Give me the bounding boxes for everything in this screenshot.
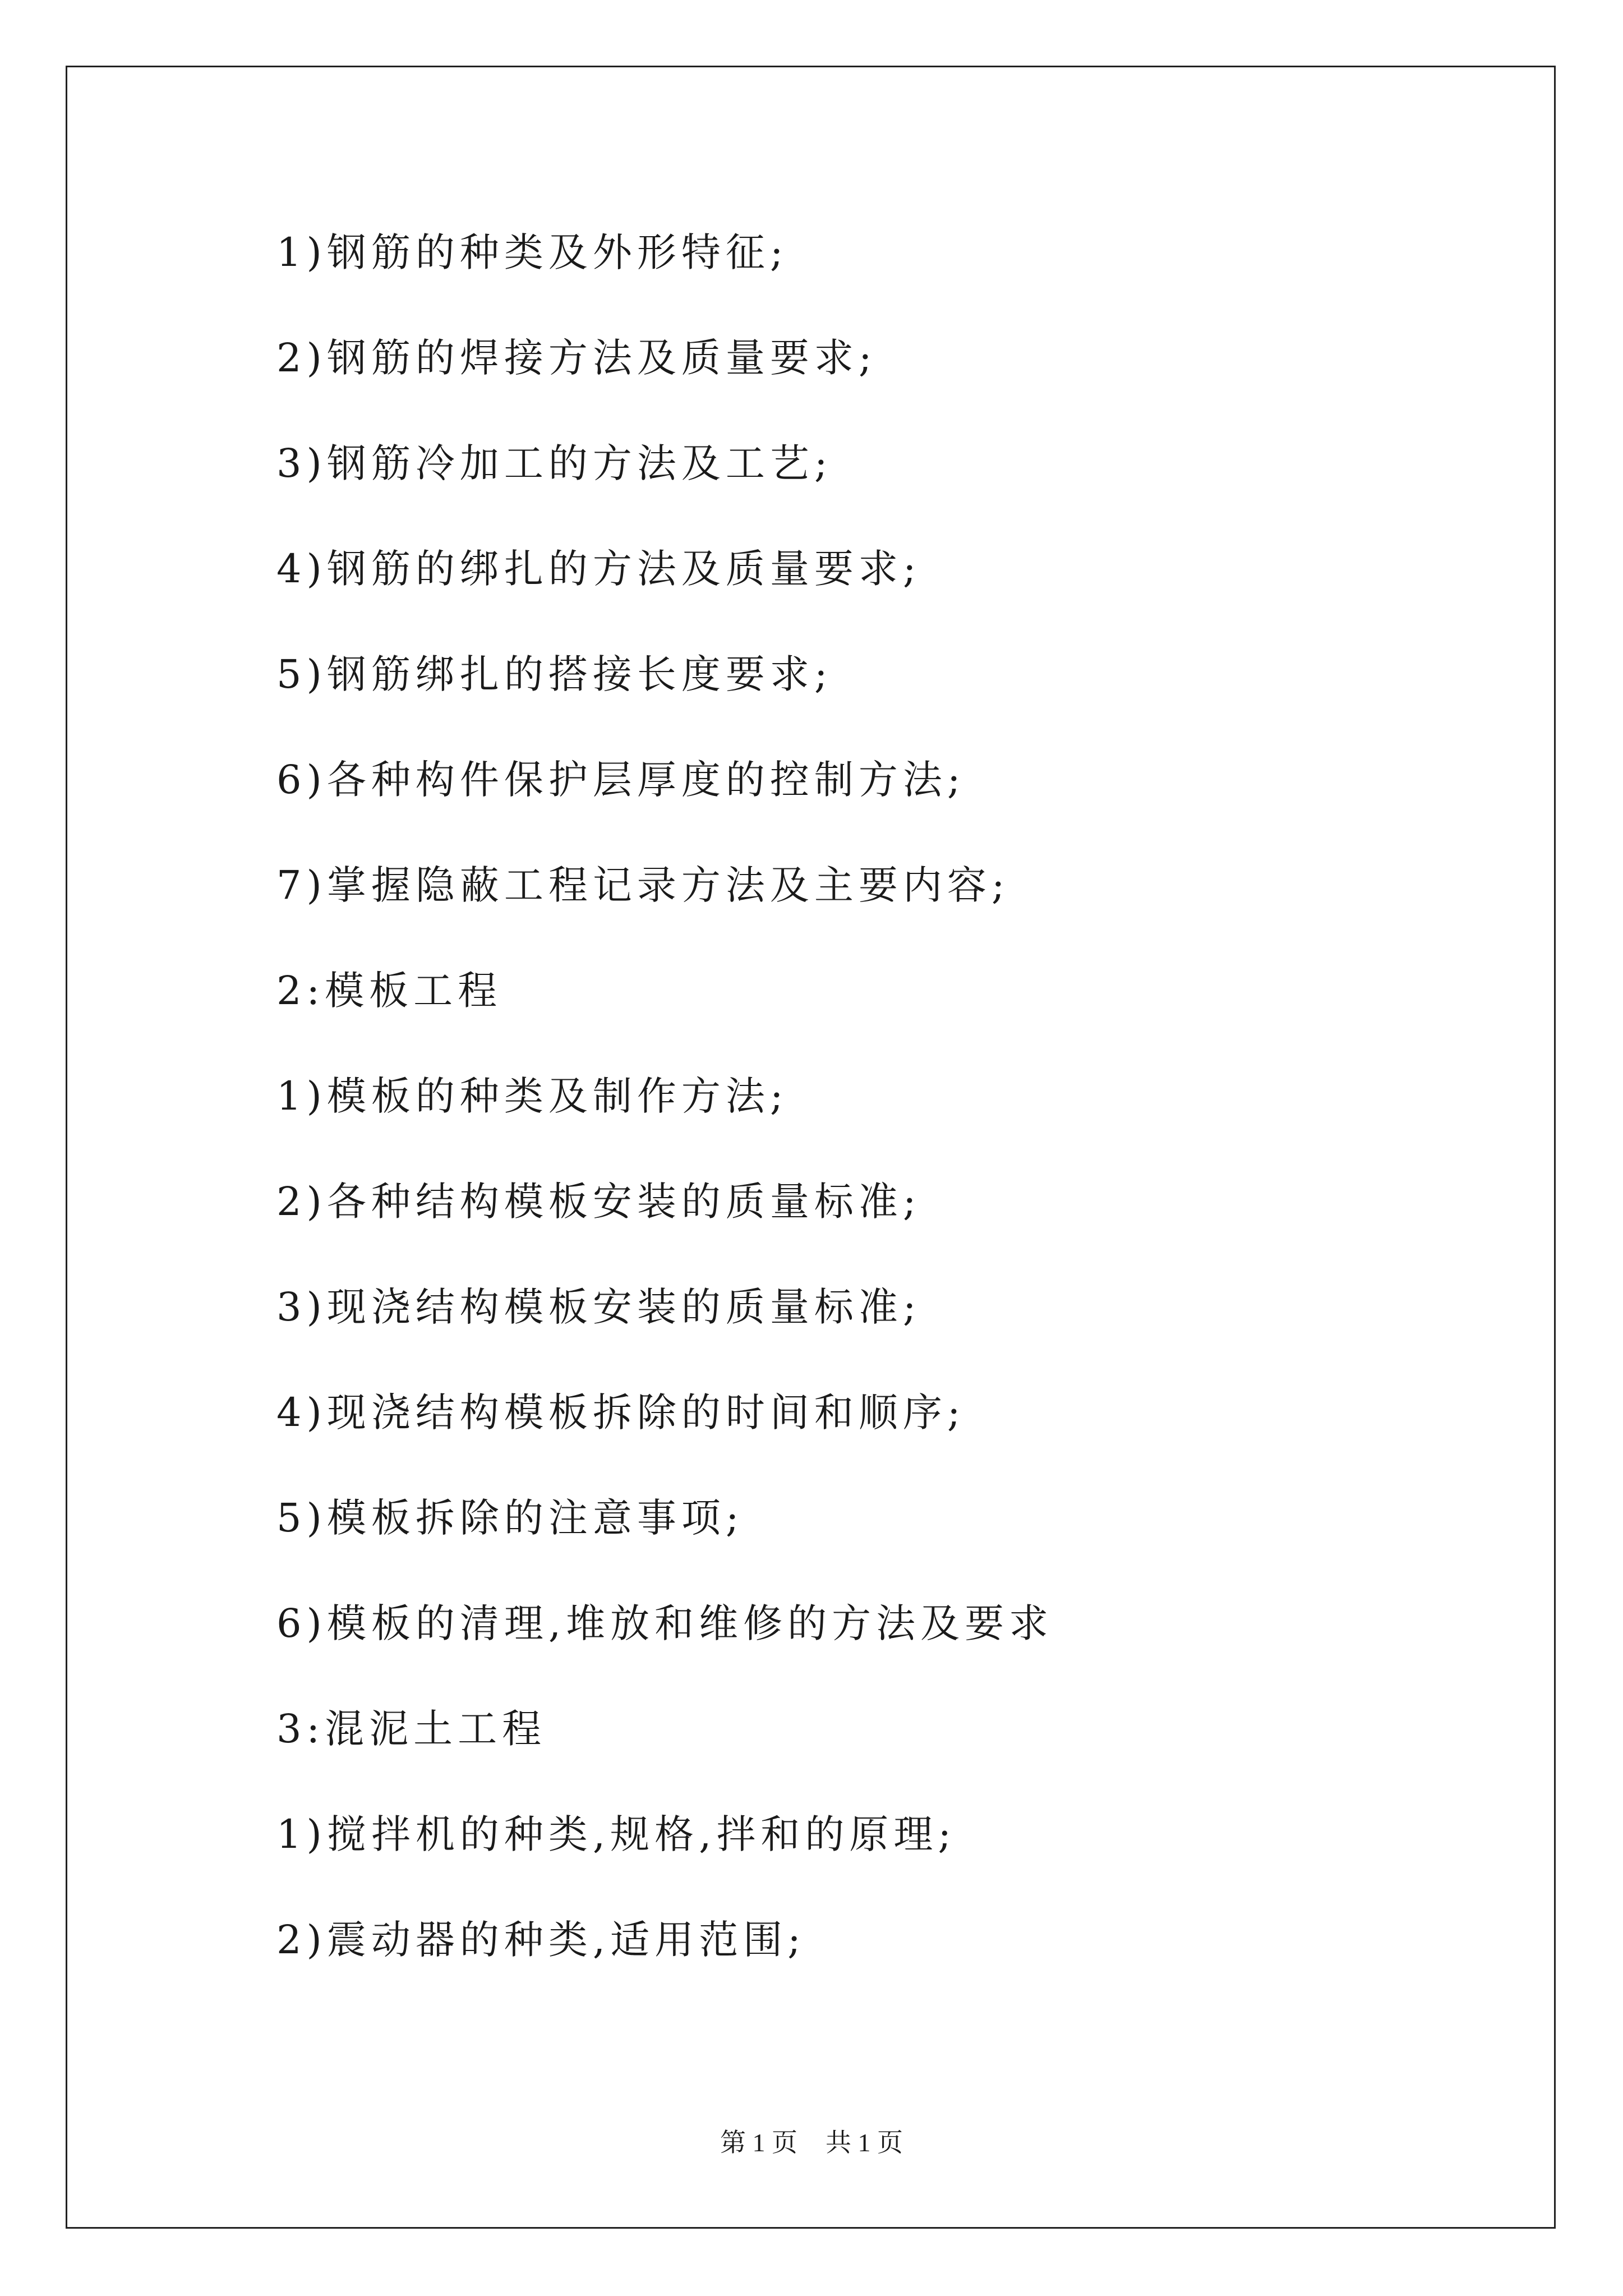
page-number-current: 第 1 页: [720, 2128, 797, 2157]
text-line: 7)掌握隐蔽工程记录方法及主要内容;: [276, 862, 1010, 908]
text-line: 3)钢筋冷加工的方法及工艺;: [276, 440, 833, 486]
text-line: 4)钢筋的绑扎的方法及质量要求;: [276, 546, 921, 592]
text-line: 1)搅拌机的种类,规格,拌和的原理;: [276, 1811, 956, 1857]
text-line: 6)模板的清理,堆放和维修的方法及要求: [276, 1600, 1054, 1646]
text-line: 4)现浇结构模板拆除的时间和顺序;: [276, 1389, 966, 1435]
text-line: 5)模板拆除的注意事项;: [276, 1495, 744, 1541]
text-line: 2)震动器的种类,适用范围;: [276, 1917, 806, 1963]
text-line: 5)钢筋绑扎的搭接长度要求;: [276, 651, 833, 697]
text-line: 2)各种结构模板安装的质量标准;: [276, 1179, 921, 1225]
text-line: 3)现浇结构模板安装的质量标准;: [276, 1284, 921, 1330]
text-line: 6)各种构件保护层厚度的控制方法;: [276, 757, 966, 803]
page-number-total: 共 1 页: [826, 2128, 903, 2157]
page-footer: [0, 2126, 1623, 2160]
text-line: 1)模板的种类及制作方法;: [276, 1073, 789, 1119]
text-line: 1)钢筋的种类及外形特征;: [276, 229, 789, 275]
section-heading: 3:混泥土工程: [276, 1706, 547, 1752]
document-body: [276, 222, 1454, 2014]
text-line: 2)钢筋的焊接方法及质量要求;: [276, 335, 877, 381]
section-heading: 2:模板工程: [276, 968, 502, 1014]
